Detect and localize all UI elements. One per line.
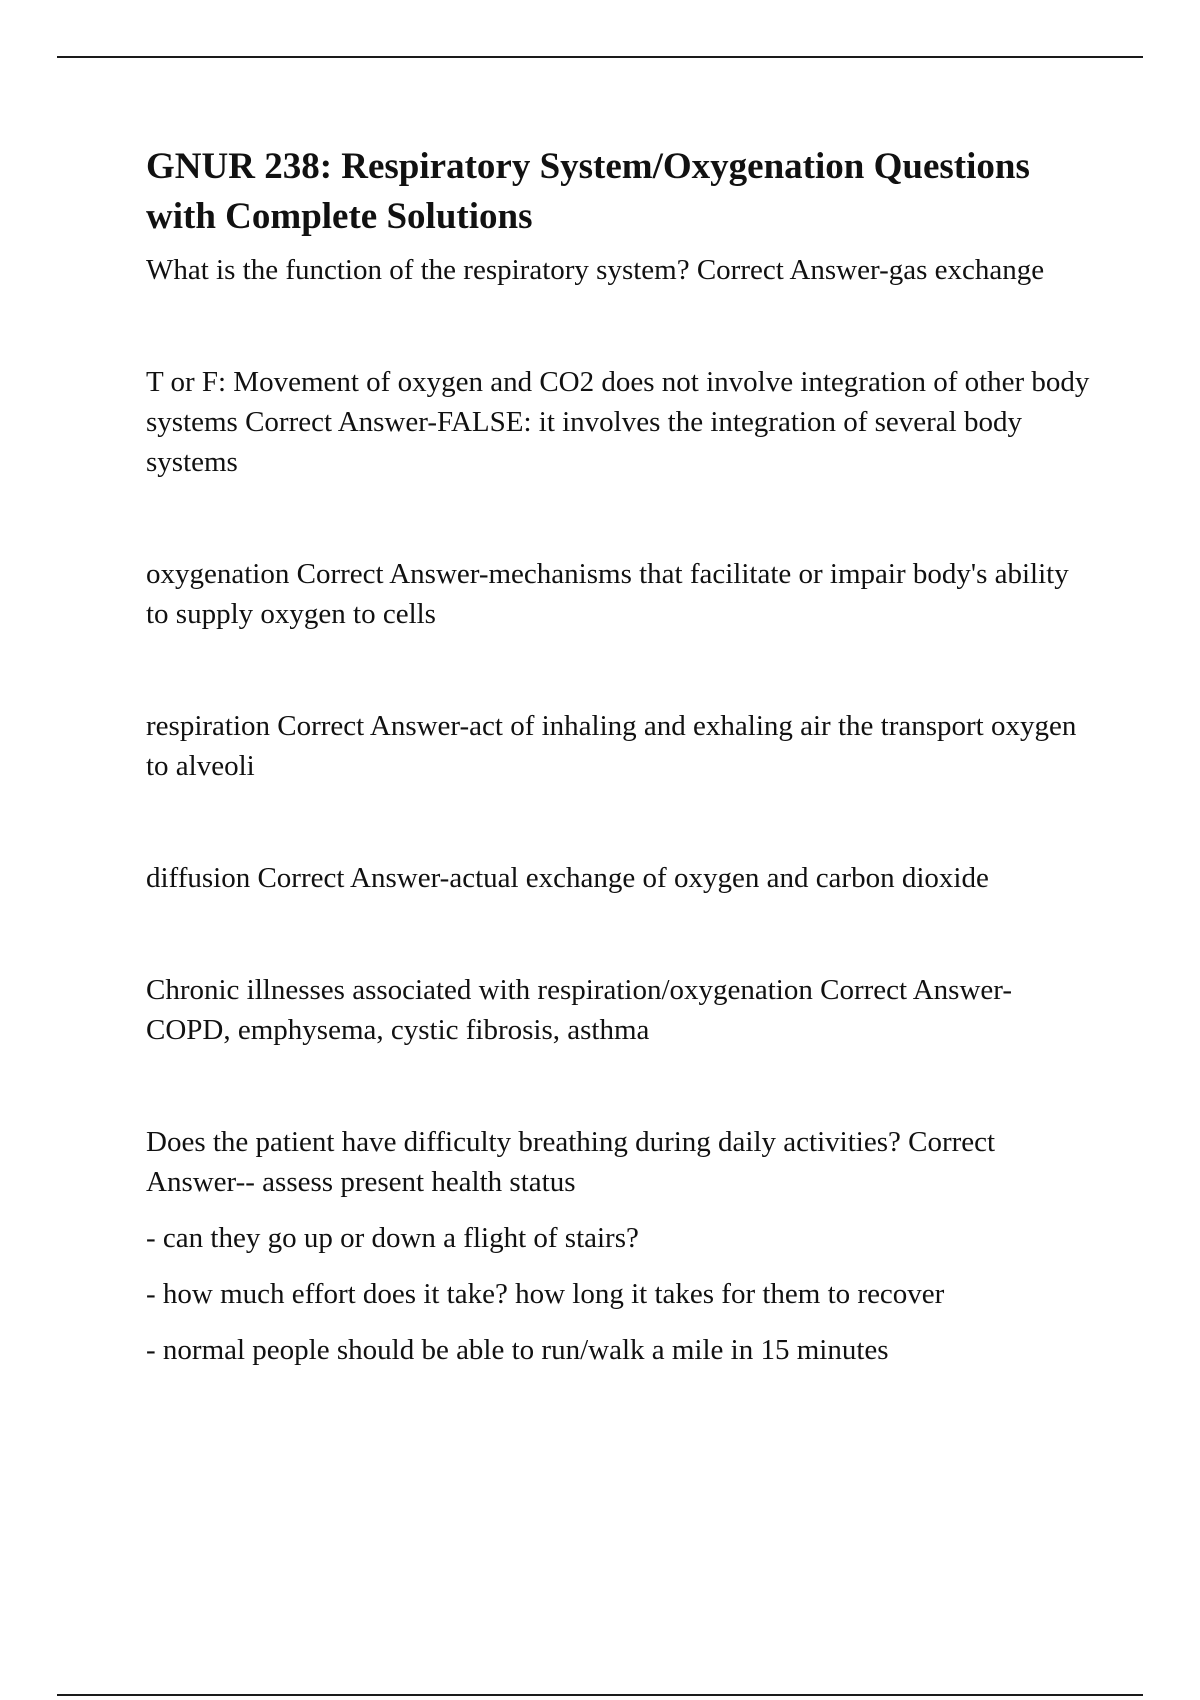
qa-item-respiratory-function: What is the function of the respiratory system? Correct Answer-gas exchange	[146, 254, 1045, 286]
qa-item-diffusion: diffusion Correct Answer-actual exchange of oxygen and carbon dioxide	[146, 862, 989, 894]
bullet-effort-recovery: - how much effort does it take? how long it takes for them to recover	[146, 1278, 945, 1310]
qa-item-respiration: respiration Correct Answer-act of inhaling and exhaling air the transport oxygen to alveoli	[146, 710, 1077, 782]
bullet-mile-time: - normal people should be able to run/walk a mile in 15 minutes	[146, 1334, 889, 1366]
qa-item-oxygenation: oxygenation Correct Answer-mechanisms that facilitate or impair body's ability to supply oxygen to cells	[146, 558, 1069, 630]
bullet-stairs: - can they go up or down a flight of stairs?	[146, 1222, 639, 1254]
bottom-divider	[57, 1694, 1143, 1696]
document-body	[146, 142, 1096, 1370]
qa-item-true-false-integration: T or F: Movement of oxygen and CO2 does not involve integration of other body systems Correct Answer-FALSE: it involves the integration of several body systems	[146, 366, 1090, 478]
qa-item-chronic-illnesses: Chronic illnesses associated with respiration/oxygenation Correct Answer-COPD, emphysema, cystic fibrosis, asthma	[146, 974, 1012, 1046]
top-divider	[57, 56, 1143, 58]
document-title: GNUR 238: Respiratory System/Oxygenation Questions with Complete Solutions	[146, 146, 1030, 237]
qa-item-breathing-difficulty: Does the patient have difficulty breathing during daily activities? Correct Answer-- assess present health status	[146, 1126, 996, 1198]
